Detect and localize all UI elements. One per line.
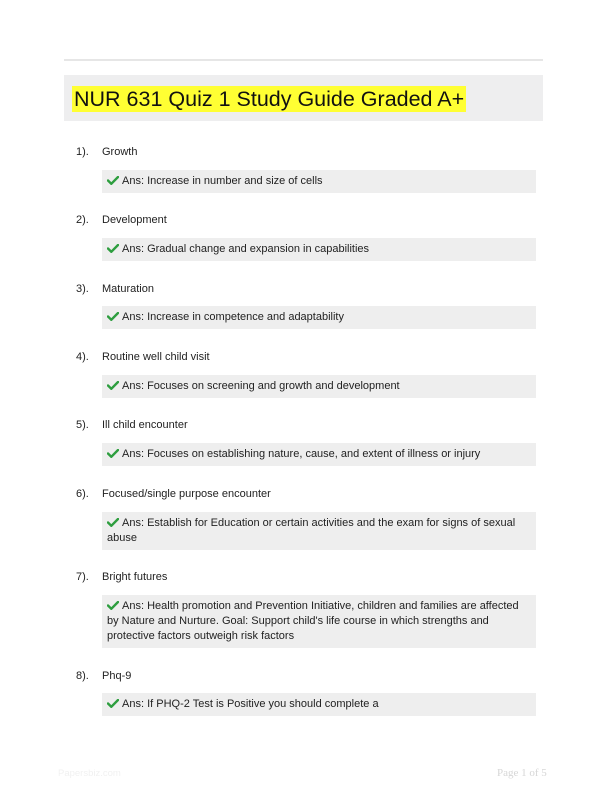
question-text: Growth (102, 146, 138, 158)
answer-text: Ans: Focuses on establishing nature, cause, and extent of illness or injury (122, 448, 481, 460)
checkmark-icon (107, 518, 119, 527)
question-number: 3). (76, 283, 89, 295)
question-text: Focused/single purpose encounter (102, 488, 271, 500)
question-number: 1). (76, 146, 89, 158)
answer-text: Ans: If PHQ-2 Test is Positive you should complete a (122, 698, 379, 710)
footer-site: Papersbiz.com (58, 768, 121, 779)
answer-box (102, 443, 536, 466)
answer-text: Ans: Gradual change and expansion in capabilities (122, 243, 370, 255)
answer-text: Ans: Establish for Education or certain activities and the exam for signs of sexual abuse (107, 517, 516, 544)
top-divider (64, 59, 543, 61)
page-number: Page 1 of 5 (497, 767, 547, 779)
checkmark-icon (107, 312, 119, 321)
answer-box (102, 170, 536, 193)
question-number: 5). (76, 419, 89, 431)
question-text: Ill child encounter (102, 419, 188, 431)
document-title: NUR 631 Quiz 1 Study Guide Graded A+ (74, 87, 465, 111)
checkmark-icon (107, 699, 119, 708)
question-text: Phq-9 (102, 670, 132, 682)
answer-text: Ans: Increase in competence and adaptability (122, 311, 344, 323)
answer-box (102, 375, 536, 398)
question-text: Routine well child visit (102, 351, 210, 363)
checkmark-icon (107, 176, 119, 185)
question-number: 8). (76, 670, 89, 682)
checkmark-icon (107, 381, 119, 390)
question-number: 7). (76, 571, 89, 583)
question-number: 2). (76, 214, 89, 226)
answer-box (102, 512, 536, 550)
answer-text: Ans: Health promotion and Prevention Initiative, children and families are affected by Nature and Nurture. Goal: Support child's life course in which strengths and protective factors outweigh risk factors (107, 600, 519, 642)
answer-text: Ans: Increase in number and size of cells (122, 175, 323, 187)
answer-box (102, 693, 536, 716)
answer-text: Ans: Focuses on screening and growth and development (122, 380, 400, 392)
answer-box (102, 238, 536, 261)
answer-box (102, 595, 536, 648)
question-text: Maturation (102, 283, 154, 295)
checkmark-icon (107, 601, 119, 610)
question-number: 4). (76, 351, 89, 363)
question-text: Bright futures (102, 571, 168, 583)
checkmark-icon (107, 449, 119, 458)
question-text: Development (102, 214, 167, 226)
title-banner (64, 75, 543, 121)
question-number: 6). (76, 488, 89, 500)
answer-box (102, 306, 536, 329)
checkmark-icon (107, 244, 119, 253)
